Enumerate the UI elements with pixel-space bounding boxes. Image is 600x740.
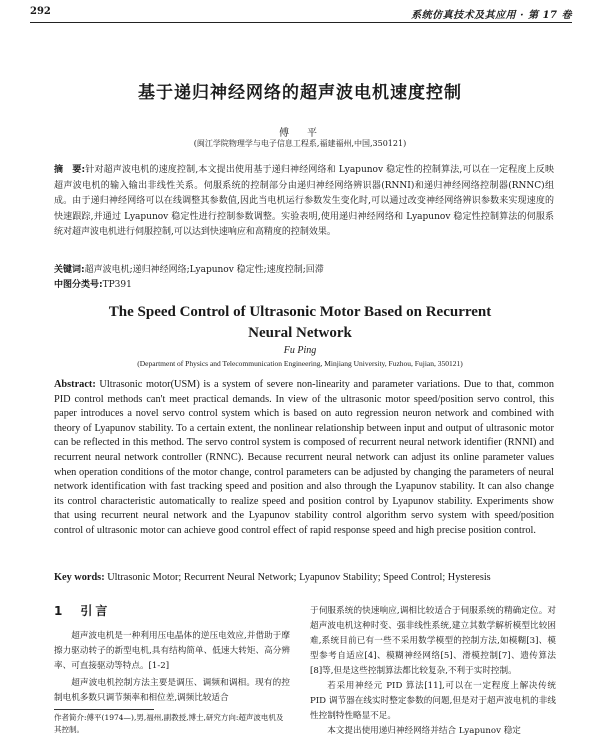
chinese-title: 基于递归神经网络的超声波电机速度控制	[138, 83, 462, 103]
right-paragraph-1: 于伺服系统的快速响应,调相比较适合于伺服系统的精确定位。对超声波电机这种时变、强非线性系统,建立其数学解析模型比较困难,系统目前已有一些不采用数学模型的控制方法,如模糊[3]、模型参考自适应[4]、模糊神经网络[5]、滑模控制[7]、遗传算法[8]等,但是这些控制算法都比较复杂,不利于实时控制。	[310, 606, 556, 676]
english-keywords-text: Ultrasonic Motor; Recurrent Neural Network; Lyapunov Stability; Speed Control; Hysteresis	[107, 572, 491, 583]
classification-text: TP391	[102, 280, 132, 290]
english-abstract	[54, 378, 554, 539]
page-number: 292	[30, 6, 51, 17]
english-title-line1: The Speed Control of Ultrasonic Motor Based on Recurrent	[108, 304, 492, 320]
classification-number	[54, 277, 554, 290]
chinese-keywords	[54, 262, 554, 275]
chinese-abstract-text: 针对超声波电机的速度控制,本文提出使用基于递归神经网络和 Lyapunov 稳定性的控制算法,可以在一定程度上反映超声波电机的输入输出非线性关系。伺服系统的控制部分由递归神经网络辨识器(RNNI)和递归神经网络控制器(RNNC)组成。由于递归神经网络可以在线调整其参数值,因此当电机运行参数发生变化时,可以通过改变神经网络辨识参数来实现速度的快速跟踪,并通过 Lyapunov 稳定性进行控制参数调整。实验表明,使用递归神经网络和 Lyapunov 稳定性控制算法的伺服系统对超声波电机进行伺服控制,可以达到快速响应和高精度的控制效果。	[54, 165, 554, 237]
running-header	[30, 6, 572, 22]
right-column	[310, 604, 556, 739]
section-heading: 1 引言	[54, 604, 111, 618]
classification-label: 中图分类号:	[54, 280, 103, 290]
english-author: Fu Ping	[283, 345, 317, 356]
english-keywords	[54, 572, 554, 583]
english-affiliation: (Department of Physics and Telecommunication Engineering, Minjiang University, Fuzhou, Fujian, 350121)	[137, 359, 463, 368]
english-title-line2: Neural Network	[248, 325, 352, 341]
intro-paragraph-2: 超声波电机控制方法主要是调压、调频和调相。现有的控制电机多数只调节频率和相位差,调频比较适合	[54, 678, 290, 703]
header-rule	[30, 22, 572, 23]
journal-name: 系统仿真技术及其应用 · 第 17 卷	[411, 10, 572, 21]
chinese-author: 傅 平	[279, 128, 321, 139]
chinese-affiliation: (闽江学院物理学与电子信息工程系,福建福州,中国,350121)	[193, 139, 407, 148]
footnote-rule	[54, 709, 154, 710]
left-column	[54, 604, 290, 706]
english-keywords-label: Key words:	[54, 572, 105, 583]
right-paragraph-2: 若采用神经元 PID 算法[11],可以在一定程度上解决传统 PID 调节器在线实时整定参数的问题,但是对于超声波电机的非线性控制特性略显不足。	[310, 681, 556, 721]
chinese-abstract	[54, 163, 554, 241]
english-title	[0, 302, 600, 344]
chinese-keywords-label: 关键词:	[54, 265, 85, 275]
right-paragraph-3: 本文提出使用递归神经网络并结合 Lyapunov 稳定	[327, 726, 521, 736]
chinese-abstract-label: 摘 要:	[54, 165, 86, 175]
chinese-keywords-text: 超声波电机;递归神经网络;Lyapunov 稳定性;速度控制;回滞	[84, 265, 324, 275]
intro-paragraph-1: 超声波电机是一种利用压电晶体的逆压电效应,并借助于摩擦力驱动转子的新型电机,具有结构简单、低速大转矩、高分辨率、可直接驱动等特点。[1-2]	[54, 631, 290, 671]
author-footnote: 作者简介:傅平(1974—),男,福州,副教授,博士,研究方向:超声波电机及其控制。	[54, 713, 284, 734]
english-abstract-text: Ultrasonic motor(USM) is a system of severe non-linearity and parameter variations. Due to that, common PID control methods can't meet practical demands. In view of the ultrasonic motor speed/position servo control, this paper introduces a novel servo control system which is based on auto regression neuron network and combined with theory of Lyapunov stability. To a certain extent, the nonlinear relationship between input and output of ultrasonic motor can be reflected in this method. The servo control system is composed of recurrent neural network identifier (RNNI) and recurrent neural network controller (RNNC). Because recurrent neural network can adjust its online parameter values when operation conditions of the motor change, control parameters can be adjusted by changing the parameters of neural network identification with fast tracking speed and position and also through the Lyapunov stability. It can also change its control characteristic automatically to realize speed and position control by Lyapunov stability. Experiments show that using recurrent neural network and the Lyapunov stability control algorithm servo system with speed/position control of ultrasonic motor can achieve good control effect of rapid response speed and high precise position control.	[54, 379, 554, 536]
english-abstract-label: Abstract:	[54, 379, 96, 390]
